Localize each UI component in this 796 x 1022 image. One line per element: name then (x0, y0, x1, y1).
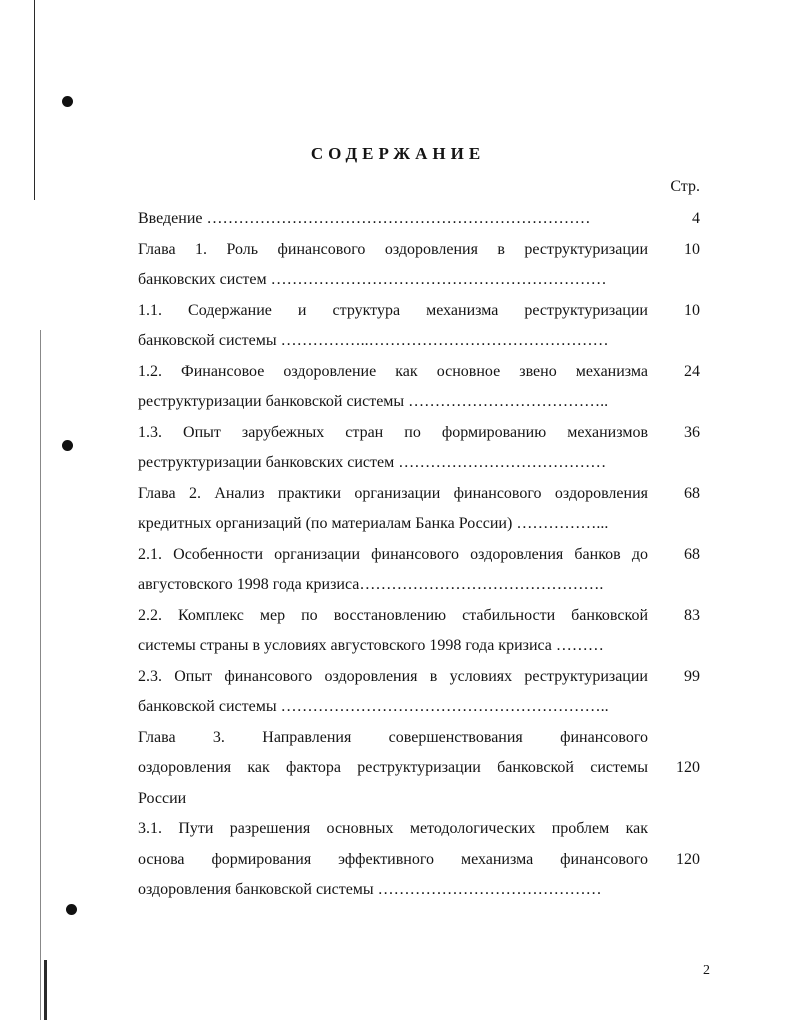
toc-entry (138, 479, 700, 540)
toc-entry-line: основа формирования эффективного механизма финансового (138, 850, 648, 868)
toc-entry-line: августовского 1998 года кризиса………………………………………. (138, 576, 604, 593)
toc-entry (138, 662, 700, 723)
toc-entry-line: реструктуризации банковской системы ……………………………….. (138, 393, 609, 410)
page-title: СОДЕРЖАНИЕ (310, 144, 486, 163)
toc-entry-line: банковской системы ……………..……………………………………… (138, 332, 609, 349)
toc-entry (138, 601, 700, 662)
toc-entry-text (138, 235, 648, 296)
page-number: 2 (703, 963, 710, 978)
toc-entry-line: 2.3. Опыт финансового оздоровления в условиях реструктуризации (138, 667, 648, 685)
toc-entry-line: Глава 3. Направления совершенствования финансового (138, 728, 648, 746)
punch-hole-icon (66, 904, 77, 915)
toc-entry (138, 418, 700, 479)
toc-entry-line: оздоровления как фактора реструктуризации банковской системы (138, 759, 648, 776)
toc-entry (138, 357, 700, 418)
toc-entry-text (138, 814, 648, 906)
toc-entry-page: 10 (684, 240, 700, 258)
toc-entry-text (138, 479, 648, 540)
toc-entry (138, 723, 700, 815)
toc-entry-text (138, 418, 648, 479)
toc-entry-line: 3.1. Пути разрешения основных методологических проблем как (138, 820, 648, 837)
toc-entry-line: банковских систем ……………………………………………………… (138, 271, 607, 288)
toc-entry-page: 99 (684, 667, 700, 685)
toc-entry-line: 1.3. Опыт зарубежных стран по формированию механизмов (138, 423, 648, 441)
page-column-label: Стр. (670, 178, 700, 195)
toc-entry-page: 120 (676, 850, 700, 868)
toc-entry-text (138, 540, 648, 601)
toc-entry (138, 814, 700, 906)
toc-entry-line: банковской системы …………………………………………………….. (138, 698, 609, 715)
toc-entry-page: 120 (676, 759, 700, 776)
toc-entry-text (138, 204, 648, 235)
toc-entry-page: 10 (684, 301, 700, 319)
toc-entry-text (138, 601, 648, 662)
toc-entry-line: России (138, 789, 187, 807)
punch-hole-icon (62, 96, 73, 107)
toc-entry-page: 83 (684, 606, 700, 624)
toc-entry-text (138, 662, 648, 723)
toc-entry-line: системы страны в условиях августовского 1998 года кризиса ……… (138, 637, 604, 654)
toc-entry-line: 1.2. Финансовое оздоровление как основное звено механизма (138, 362, 648, 380)
toc-entry-line: 1.1. Содержание и структура механизма реструктуризации (138, 301, 648, 319)
toc-entry (138, 235, 700, 296)
scan-edge-line (40, 330, 41, 1020)
toc-entry-line: Глава 2. Анализ практики организации финансового оздоровления (138, 484, 648, 502)
toc-entry (138, 296, 700, 357)
toc-entry (138, 540, 700, 601)
toc-entry-text (138, 296, 648, 357)
toc-entry-page: 36 (684, 423, 700, 441)
toc-entry-line: Глава 1. Роль финансового оздоровления в реструктуризации (138, 240, 648, 258)
toc-entry-page: 68 (684, 484, 700, 502)
toc-entry-text (138, 723, 648, 815)
toc-entry-line: 2.1. Особенности организации финансового оздоровления банков до (138, 545, 648, 563)
toc-entry-line: 2.2. Комплекс мер по восстановлению стабильности банковской (138, 606, 648, 624)
toc-entry-page: 24 (684, 362, 700, 380)
toc-entry-line: Введение ……………………………………………………………… (138, 210, 591, 227)
table-of-contents (138, 204, 700, 906)
toc-entry-page: 68 (684, 545, 700, 563)
toc-entry-line: кредитных организаций (по материалам Банка России) ……………... (138, 515, 609, 532)
scan-edge-line (34, 0, 35, 200)
toc-entry-page: 4 (692, 210, 700, 227)
toc-entry-line: оздоровления банковской системы …………………………………… (138, 881, 602, 898)
toc-entry-line: реструктуризации банковских систем ………………………………… (138, 454, 607, 471)
toc-entry-text (138, 357, 648, 418)
toc-entry (138, 204, 700, 235)
scan-edge-line (44, 960, 47, 1020)
punch-hole-icon (62, 440, 73, 451)
